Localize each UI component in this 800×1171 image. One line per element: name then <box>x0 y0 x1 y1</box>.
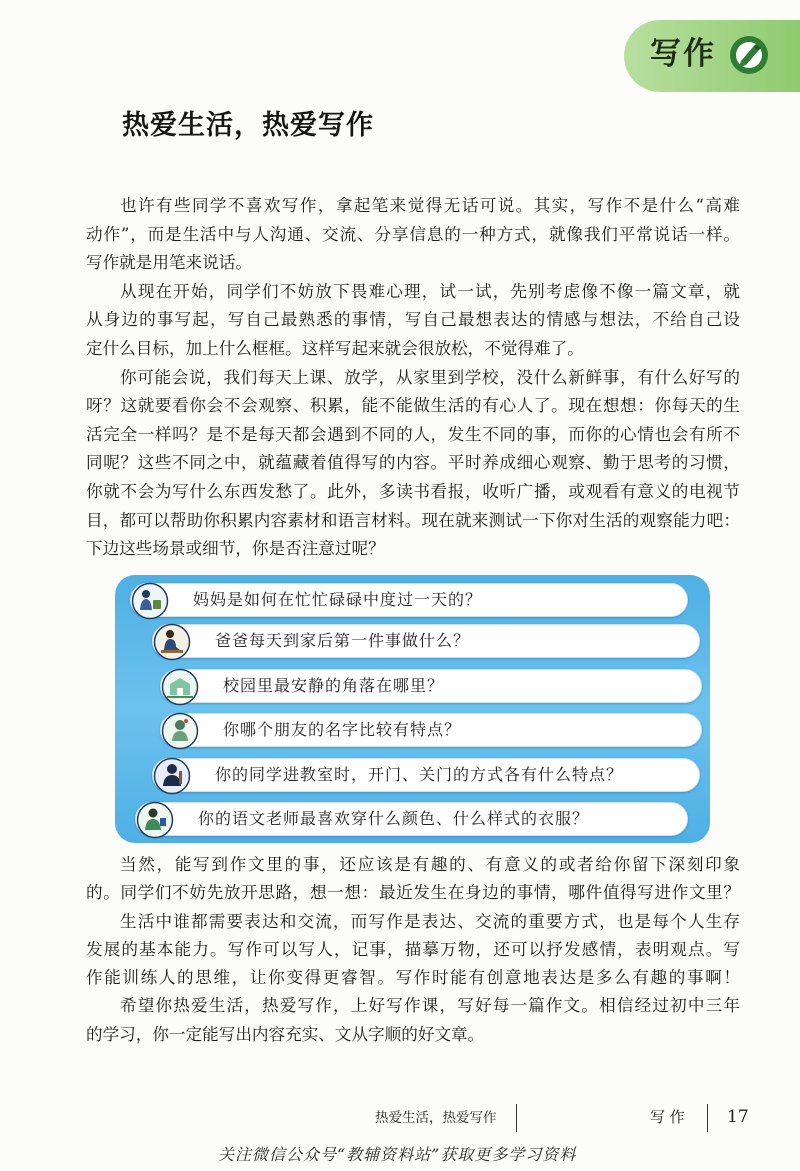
closing-text <box>86 851 740 1049</box>
prompt-item <box>135 802 688 836</box>
campus-icon <box>161 668 199 706</box>
prompt-text: 爸爸每天到家后第一件事做什么？ <box>215 631 471 650</box>
prompt-item <box>160 669 702 703</box>
text-line: 写作就是用笔来说话。 <box>86 253 252 273</box>
section-label: 写作 <box>650 36 716 72</box>
paragraph <box>86 851 740 908</box>
text-line: 的学习，你一定能写出内容充实、文从字顺的好文章。 <box>86 1024 485 1044</box>
prompt-text: 你的同学进教室时，开门、关门的方式各有什么特点？ <box>215 765 624 784</box>
mother-icon <box>131 582 169 620</box>
prompt-box <box>115 575 710 843</box>
text-line: 下边这些场景或细节，你是否注意过呢？ <box>86 539 385 559</box>
prompt-item <box>152 758 700 792</box>
footer-divider <box>707 1104 708 1132</box>
text-line: 你就不会为写什么东西发愁了。此外，多读书看报，收听广播，或观看有意义的电视节 <box>86 481 740 501</box>
text-line: 当然，能写到作文里的事，还应该是有趣的、有意义的或者给你留下深刻印象 <box>120 855 740 874</box>
pen-icon <box>728 34 770 76</box>
intro-text <box>86 192 740 564</box>
teacher-icon <box>136 801 174 839</box>
paragraph <box>86 192 740 278</box>
text-line: 目，都可以帮助你积累内容素材和语言材料。现在就来测试一下你对生活的观察能力吧： <box>86 510 740 530</box>
text-line: 也许有些同学不喜欢写作，拿起笔来觉得无话可说。其实，写作不是什么“高难 <box>120 196 740 215</box>
prompt-text: 妈妈是如何在忙忙碌碌中度过一天的？ <box>193 590 483 609</box>
page-title: 热爱生活，热爱写作 <box>122 110 374 141</box>
text-line: 希望你热爱生活，热爱写作，上好写作课，写好每一篇作文。相信经过初中三年 <box>120 996 740 1016</box>
text-line: 同呢？这些不同之中，就蕴藏着值得写的内容。平时养成细心观察、勤于思考的习惯， <box>86 453 740 473</box>
prompt-text: 你哪个朋友的名字比较有特点？ <box>223 720 462 739</box>
prompt-item <box>152 624 700 658</box>
text-line: 发展的基本能力。写作可以写人，记事，描摹万物，还可以抒发感情，表明观点。写 <box>86 939 740 959</box>
paragraph <box>86 908 740 993</box>
text-line: 作能训练人的思维，让你变得更睿智。写作时能有创意地表达是多么有趣的事啊！ <box>86 968 740 988</box>
text-line: 呀？这就要看你会不会观察、积累，能不能做生活的有心人了。现在想想：你每天的生 <box>86 396 740 416</box>
text-line: 你可能会说，我们每天上课、放学，从家里到学校，没什么新鲜事，有什么好写的 <box>120 367 740 387</box>
text-line: 从身边的事写起，写自己最熟悉的事情，写自己最想表达的情感与想法，不给自己设 <box>86 310 740 330</box>
footer-section: 写 作 <box>650 1108 685 1126</box>
prompt-item <box>160 713 702 747</box>
text-line: 活完全一样吗？是不是每天都会遇到不同的人，发生不同的事，而你的心情也会有所不 <box>86 424 740 444</box>
text-line: 生活中谁都需要表达和交流，而写作是表达、交流的重要方式，也是每个人生存 <box>120 911 740 931</box>
prompt-text: 你的语文老师最喜欢穿什么颜色、什么样式的衣服？ <box>198 809 590 828</box>
text-line: 从现在开始，同学们不妨放下畏难心理，试一试，先别考虑像不像一篇文章，就 <box>120 281 740 301</box>
footer-chapter-title: 热爱生活，热爱写作 <box>375 1110 497 1126</box>
footer-divider <box>516 1104 517 1132</box>
classmate-icon <box>153 757 191 795</box>
text-line: 定什么目标，加上什么框框。这样写起来就会很放松，不觉得难了。 <box>86 338 584 358</box>
text-line: 动作”，而是生活中与人沟通、交流、分享信息的一种方式，就像我们平常说话一样。 <box>86 224 740 244</box>
friend-icon <box>161 712 199 750</box>
prompt-item <box>130 583 688 617</box>
paragraph <box>86 992 740 1049</box>
text-line: 的。同学们不妨先放开思路，想一想：最近发生在身边的事情，哪件值得写进作文里？ <box>86 883 740 903</box>
father-icon <box>153 623 191 661</box>
paragraph <box>86 278 740 364</box>
paragraph <box>86 364 740 564</box>
prompt-text: 校园里最安静的角落在哪里？ <box>223 676 445 695</box>
watermark: 关注微信公众号“教辅资料站”获取更多学习资料 <box>218 1145 577 1164</box>
page-number: 17 <box>727 1107 749 1127</box>
